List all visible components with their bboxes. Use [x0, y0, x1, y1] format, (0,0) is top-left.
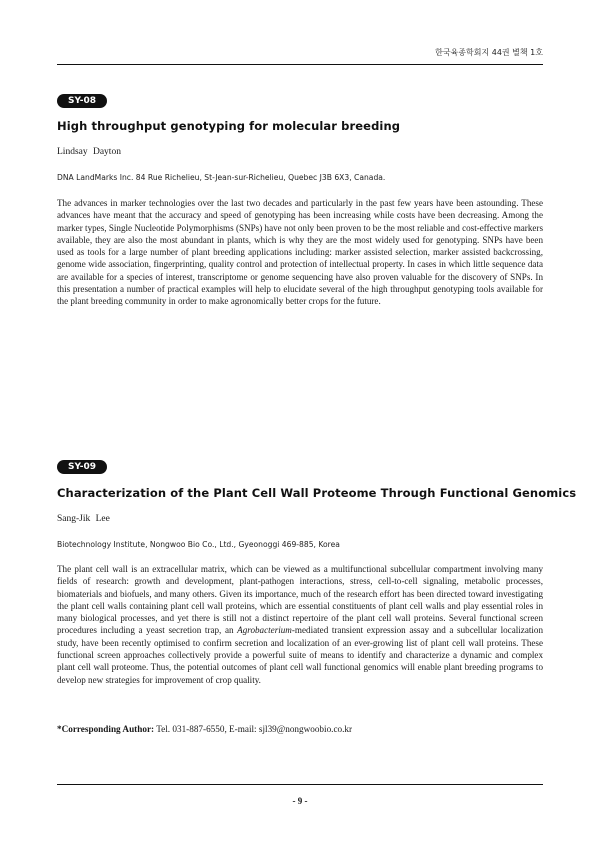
page-number: - 9 -	[292, 796, 308, 806]
abstract-sy09	[57, 563, 543, 686]
corresponding-author	[57, 724, 352, 734]
section-title-sy08: High throughput genotyping for molecular breeding	[57, 119, 401, 133]
corresponding-contact: Tel. 031-887-6550, E-mail: sjl39@nongwoobio.co.kr	[154, 724, 353, 734]
running-head: 한국육종학회지 44권 별책 1호	[435, 48, 543, 57]
header-rule	[57, 64, 543, 65]
affiliation-sy08: DNA LandMarks Inc. 84 Rue Richelieu, St-Jean-sur-Richelieu, Quebec J3B 6X3, Canada.	[57, 173, 386, 182]
section-badge-sy09: SY-09	[57, 460, 107, 474]
section-title-sy09: Characterization of the Plant Cell Wall Proteome Through Functional Genomics	[57, 486, 577, 500]
author-sy08: Lindsay Dayton	[57, 147, 121, 157]
corresponding-label: *Corresponding Author:	[57, 724, 155, 734]
abstract-sy09-part1: The plant cell wall is an extracellular matrix, which can be viewed as a multifunctional subcellular compartment involving many fields of research: growth and development, plant-pathogen interactions, stress, cell-to-cell signaling, metabolic processes, biomaterials and biofuels, and many others. Given its importance, much of the research effort has been directed toward investigating the plant cell walls containing plant cell wall proteins, which are essential constituents of plant cell walls and play essential roles in many biological processes, and yet there is still not a distinct repertoire of the plant cell wall proteins. Several functional screen procedures including a yeast secretion trap, an	[57, 564, 543, 636]
abstract-sy09-italic: Agrobacterium	[237, 625, 292, 636]
author-sy09: Sang-Jik Lee	[57, 514, 110, 524]
footer-rule	[57, 784, 543, 785]
abstract-sy08: The advances in marker technologies over the last two decades and particularly in the past few years have been astounding. These advances have meant that the accuracy and speed of genotyping has been increasing while costs have been decreasing. Among the marker types, Single Nucleotide Polymorphisms (SNPs) have not only been proven to be the most reliable and cost-effective markers available, they are also the most abundant in plants, which is why they are the most widely used for genotyping. SNPs have been used as tools for a large number of plant breeding applications including: marker assisted selection, marker assisted backcrossing, genome wide association, fingerprinting, quality control and protection of intellectual property. In cases in which little sequence data are available for a species of interest, transcriptome or genome sequencing have also proven valuable for the discovery of SNPs. In this presentation a number of practical examples will help to elucidate several of the high throughput genotyping tools available for the plant breeding community in order to make agronomically better crops for the future.	[57, 198, 543, 307]
section-badge-sy08: SY-08	[57, 94, 107, 108]
abstract-sy09-part2: -mediated transient expression assay and a subcellular localization study, have been recently optimised to confirm secretion and localization of an ever-growing list of plant cell wall proteins. These functional screen approaches collectively provide a powerful suite of means to identify and characterize a dynamic and complex plant cell wall proteome. Thus, the potential outcomes of plant cell wall functional genomics will enable plant breeding programs to develop new strategies for improvement of crop quality.	[57, 625, 543, 685]
affiliation-sy09: Biotechnology Institute, Nongwoo Bio Co., Ltd., Gyeonoggi 469-885, Korea	[57, 540, 340, 549]
